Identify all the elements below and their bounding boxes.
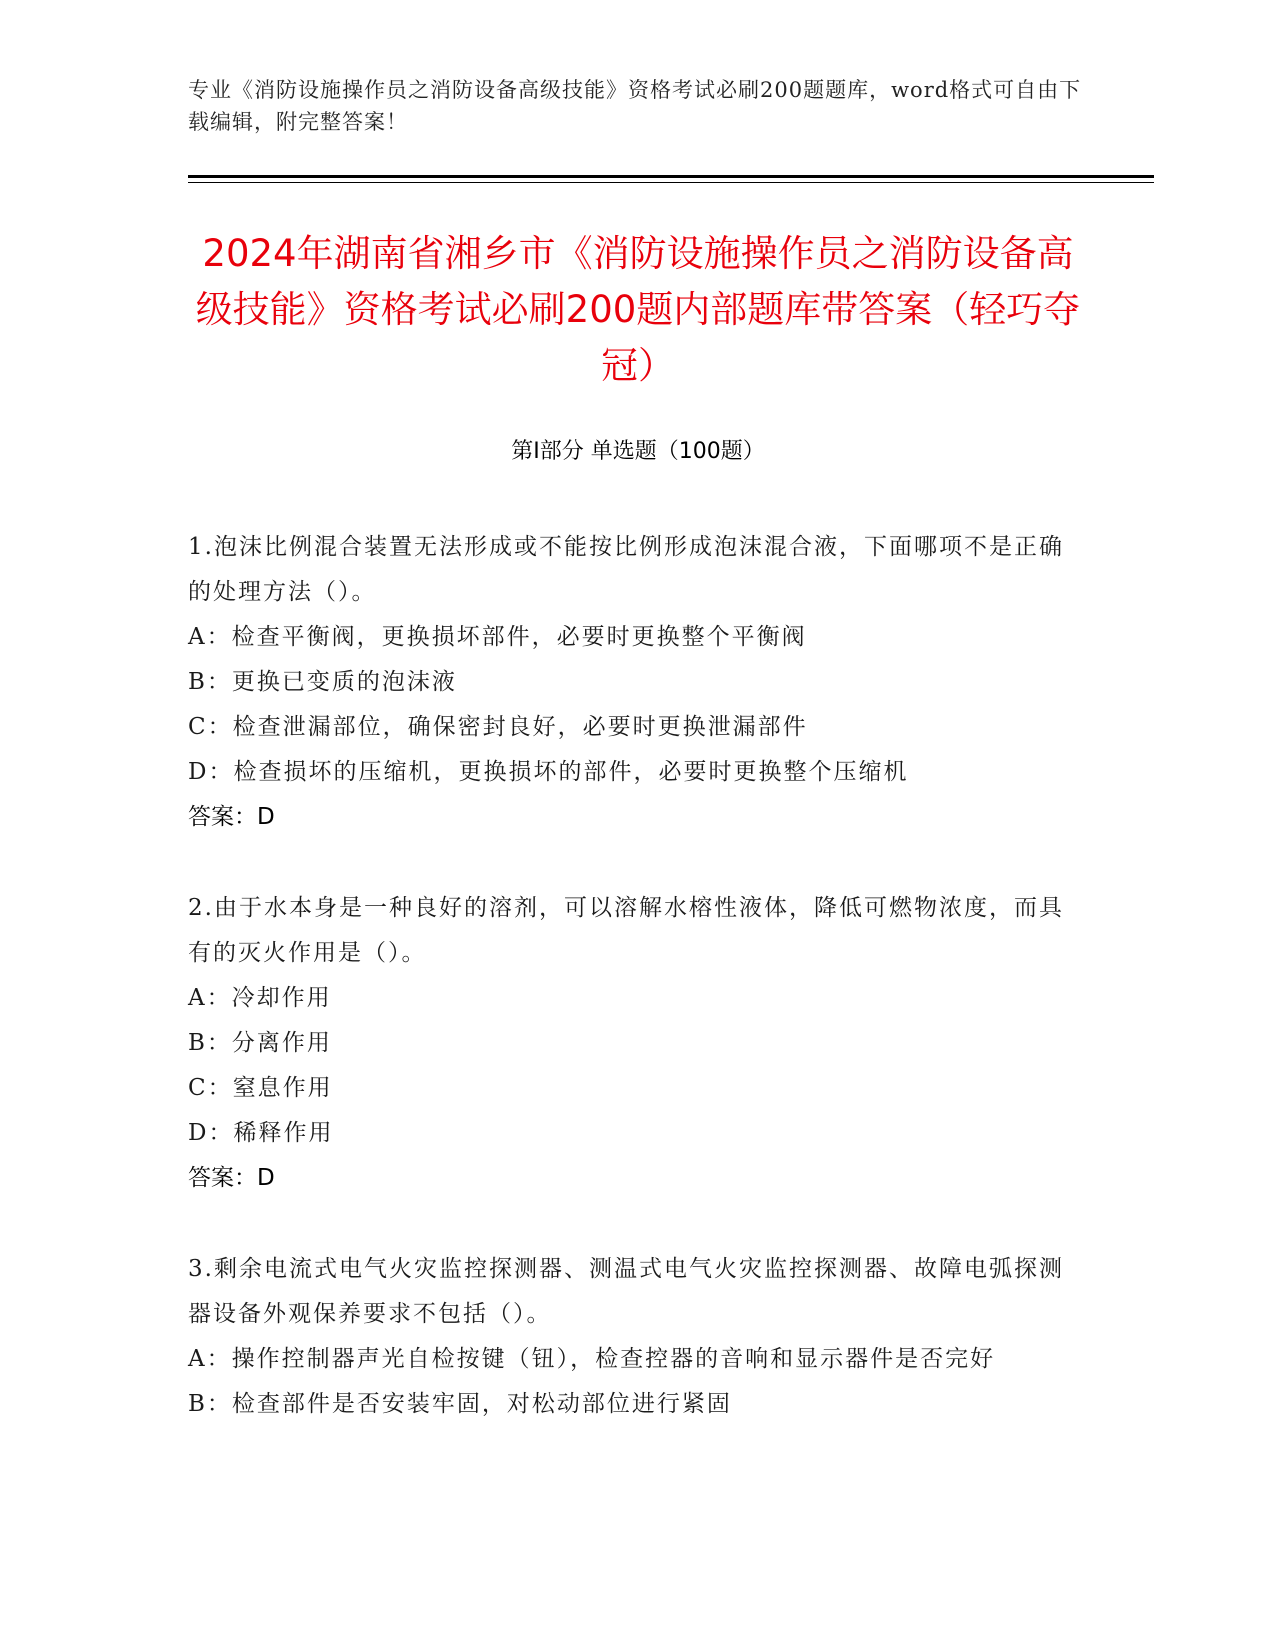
option-d: D：检查损坏的压缩机，更换损坏的部件，必要时更换整个压缩机 — [188, 759, 909, 785]
section-title: 第Ⅰ部分 单选题（100题） — [511, 439, 765, 464]
option-c: C：检查泄漏部位，确保密封良好，必要时更换泄漏部件 — [188, 714, 808, 740]
question-list — [188, 525, 1068, 1473]
option-a: A：冷却作用 — [188, 985, 332, 1011]
option-d: D：稀释作用 — [188, 1120, 334, 1146]
document-title: 2024年湖南省湘乡市《消防设施操作员之消防设备高级技能》资格考试必刷200题内部题库带答案（轻巧夺冠） — [195, 232, 1081, 387]
option-c: C：窒息作用 — [188, 1075, 333, 1101]
header-note: 专业《消防设施操作员之消防设备高级技能》资格考试必刷200题题库，word格式可自由下载编辑，附完整答案！ — [188, 78, 1082, 134]
header-divider-thin — [188, 182, 1154, 183]
option-b: B：更换已变质的泡沫液 — [188, 669, 457, 695]
question-stem: 1.泡沫比例混合装置无法形成或不能按比例形成泡沫混合液，下面哪项不是正确的处理方法（）。 — [188, 534, 1064, 605]
option-b: B：分离作用 — [188, 1030, 332, 1056]
answer-label: 答案：D — [188, 1165, 275, 1191]
option-a: A：检查平衡阀，更换损坏部件，必要时更换整个平衡阀 — [188, 624, 807, 650]
question-1 — [188, 525, 1068, 840]
answer-label: 答案：D — [188, 804, 275, 830]
question-3 — [188, 1247, 1068, 1427]
question-stem: 2.由于水本身是一种良好的溶剂，可以溶解水榕性液体，降低可燃物浓度，而具有的灭火作用是（）。 — [188, 895, 1064, 966]
question-stem: 3.剩余电流式电气火灾监控探测器、测温式电气火灾监控探测器、故障电弧探测器设备外观保养要求不包括（）。 — [188, 1256, 1064, 1327]
option-b: B：检查部件是否安装牢固，对松动部位进行紧固 — [188, 1391, 732, 1417]
header-divider-thick — [188, 175, 1154, 178]
option-a: A：操作控制器声光自检按键（钮），检查控器的音响和显示器件是否完好 — [188, 1346, 996, 1372]
question-2 — [188, 886, 1068, 1201]
